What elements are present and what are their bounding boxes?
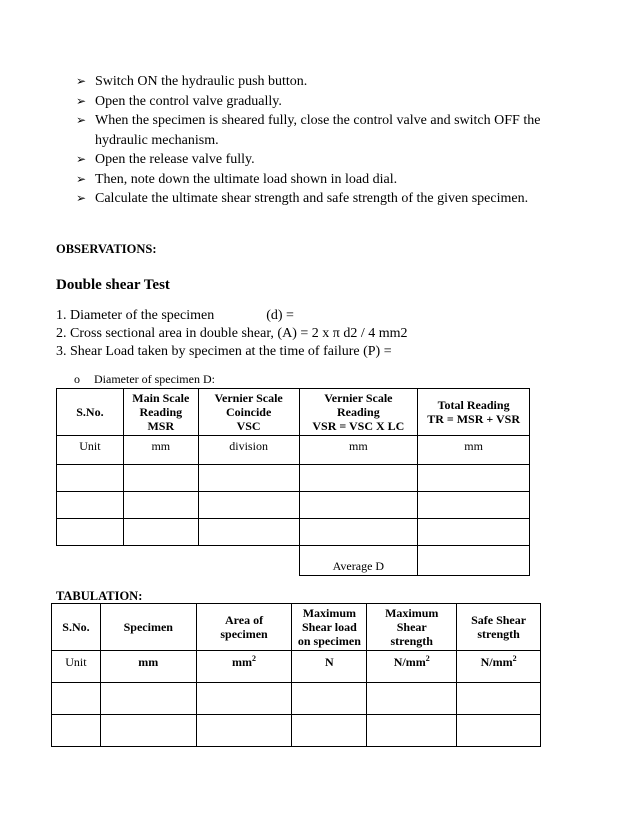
header-sno: S.No.: [57, 389, 124, 436]
table-cell: Unit: [52, 651, 101, 683]
table-average-row: [57, 546, 530, 576]
arrow-bullet-icon: ➢: [76, 74, 87, 88]
table-cell: [52, 683, 101, 715]
table-header-row: [57, 389, 530, 436]
observations-heading: OBSERVATIONS:: [56, 242, 157, 256]
parameter-load: 3. Shear Load taken by specimen at the time of failure (P) =: [56, 344, 392, 359]
table-cell: [299, 492, 418, 519]
table-cell: [123, 492, 198, 519]
arrow-bullet-icon: ➢: [76, 191, 87, 205]
diameter-table: [56, 388, 530, 576]
table-cell: mm: [418, 436, 530, 465]
table-unit-row: [57, 436, 530, 465]
circle-bullet-icon: o: [74, 372, 80, 386]
tabulation-table: [51, 603, 541, 747]
table-cell: [123, 519, 198, 546]
tabulation-heading: TABULATION:: [56, 589, 143, 603]
table-cell: [367, 715, 457, 747]
table-cell: [57, 519, 124, 546]
header-total-reading: Total Reading TR = MSR + VSR: [418, 389, 530, 436]
procedure-step: ➢ Then, note down the ultimate load shown in load dial.: [76, 170, 576, 190]
average-value-cell: [418, 546, 530, 576]
table-cell: [457, 683, 541, 715]
table-cell: [100, 715, 196, 747]
arrow-bullet-icon: ➢: [76, 152, 87, 166]
table-cell: [457, 715, 541, 747]
header-vsc: Vernier Scale Coincide VSC: [198, 389, 299, 436]
table-cell: [418, 492, 530, 519]
procedure-step: ➢ Open the control valve gradually.: [76, 92, 576, 112]
table-cell: mm: [123, 436, 198, 465]
procedure-step: ➢ When the specimen is sheared fully, close the control valve and switch OFF the hydraulic mechanism.: [76, 113, 541, 148]
table-cell: [299, 465, 418, 492]
table-cell: [299, 519, 418, 546]
sub-bullet: o Diameter of specimen D:: [74, 372, 215, 386]
table-cell: division: [198, 436, 299, 465]
header-msr: Main Scale Reading MSR: [123, 389, 198, 436]
header-sno: S.No.: [52, 604, 101, 651]
procedure-step: ➢ Switch ON the hydraulic push button.: [76, 72, 576, 92]
test-title: Double shear Test: [56, 277, 170, 293]
procedure-list: [76, 72, 576, 209]
table-cell: mm: [299, 436, 418, 465]
table-cell: Unit: [57, 436, 124, 465]
table-cell: [123, 465, 198, 492]
procedure-step: ➢ Calculate the ultimate shear strength and safe strength of the given specimen.: [76, 189, 576, 209]
table-cell: [198, 465, 299, 492]
header-specimen: Specimen: [100, 604, 196, 651]
header-vsr: Vernier Scale Reading VSR = VSC X LC: [299, 389, 418, 436]
table-row: [57, 465, 530, 492]
table-cell: [100, 683, 196, 715]
table-cell: [292, 683, 367, 715]
table-cell: [292, 715, 367, 747]
table-cell: [196, 683, 292, 715]
table-cell: N: [292, 651, 367, 683]
table-cell: [367, 683, 457, 715]
table-cell: [57, 492, 124, 519]
table-row: [57, 492, 530, 519]
table-cell: mm: [100, 651, 196, 683]
parameter-area: 2. Cross sectional area in double shear, (A) = 2 x π d2 / 4 mm2: [56, 326, 408, 341]
table-header-row: [52, 604, 541, 651]
table-cell: $mm^2$: [196, 651, 292, 683]
table-cell: [198, 492, 299, 519]
table-row: [52, 715, 541, 747]
table-cell: $N/mm^2$: [457, 651, 541, 683]
average-label-cell: Average D: [299, 546, 418, 576]
table-cell: [52, 715, 101, 747]
table-cell: [196, 715, 292, 747]
header-max-shear-strength: Maximum Shear strength: [367, 604, 457, 651]
parameter-list: [56, 307, 576, 361]
parameter-diameter: 1. Diameter of the specimen (d) =: [56, 308, 294, 323]
table-cell: [57, 465, 124, 492]
table-cell: [418, 519, 530, 546]
procedure-step: ➢ Open the release valve fully.: [76, 150, 576, 170]
header-safe-shear-strength: Safe Shear strength: [457, 604, 541, 651]
arrow-bullet-icon: ➢: [76, 93, 87, 108]
table-cell: $N/mm^2$: [367, 651, 457, 683]
table-cell: [418, 465, 530, 492]
header-max-shear-load: Maximum Shear load on specimen: [292, 604, 367, 651]
table-unit-row: [52, 651, 541, 683]
table-row: [52, 683, 541, 715]
arrow-bullet-icon: ➢: [76, 171, 87, 186]
table-row: [57, 519, 530, 546]
table-cell: [198, 519, 299, 546]
header-area: Area of specimen: [196, 604, 292, 651]
arrow-bullet-icon: ➢: [76, 113, 87, 127]
